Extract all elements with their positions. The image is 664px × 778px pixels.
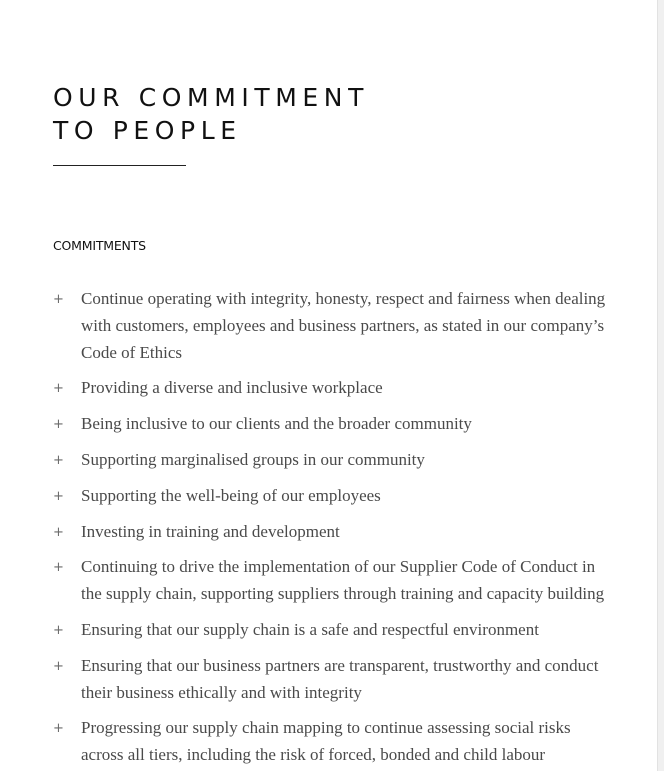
section-heading: COMMITMENTS [53, 238, 146, 253]
list-item [53, 554, 613, 608]
list-item-text: Being inclusive to our clients and the broader community [81, 414, 472, 434]
list-item [53, 411, 613, 438]
list-item-text: Ensuring that our supply chain is a safe and respectful environment [81, 619, 539, 639]
plus-icon: + [53, 488, 64, 504]
plus-icon: + [53, 658, 64, 674]
plus-icon: + [53, 721, 64, 737]
page-title-line-2: TO PEOPLE [53, 116, 242, 145]
list-item [53, 447, 613, 474]
list-item [53, 653, 613, 707]
list-item-text: Continue operating with integrity, honesty, respect and fairness when dealing with customers, employees and business partners, as stated in our company’s Code of Ethics [81, 289, 606, 362]
list-item [53, 375, 613, 402]
plus-icon: + [53, 381, 64, 397]
plus-icon: + [53, 417, 64, 433]
list-item-text: Progressing our supply chain mapping to continue assessing social risks across all tiers, including the risk of forced, bonded and child labour [81, 718, 571, 765]
list-item [53, 286, 613, 366]
title-divider [53, 165, 186, 166]
list-item [53, 483, 613, 510]
page-edge [657, 0, 664, 771]
plus-icon: + [53, 524, 64, 540]
list-item-text: Supporting the well-being of our employees [81, 485, 381, 505]
list-item [53, 519, 613, 546]
plus-icon: + [53, 452, 64, 468]
list-item [53, 715, 613, 769]
page-title-line-1: OUR COMMITMENT [53, 83, 369, 112]
plus-icon: + [53, 622, 64, 638]
list-item-text: Investing in training and development [81, 521, 340, 541]
list-item-text: Supporting marginalised groups in our community [81, 449, 425, 469]
list-item [53, 617, 613, 644]
list-item-text: Ensuring that our business partners are transparent, trustworthy and conduct their business ethically and with integrity [81, 655, 599, 702]
list-item-text: Providing a diverse and inclusive workplace [81, 378, 383, 398]
plus-icon: + [53, 560, 64, 576]
list-item-text: Continuing to drive the implementation of our Supplier Code of Conduct in the supply chain, supporting suppliers through training and capacity building [81, 557, 605, 604]
commitments-list [53, 286, 613, 778]
page-title [53, 81, 369, 147]
plus-icon: + [53, 292, 64, 307]
